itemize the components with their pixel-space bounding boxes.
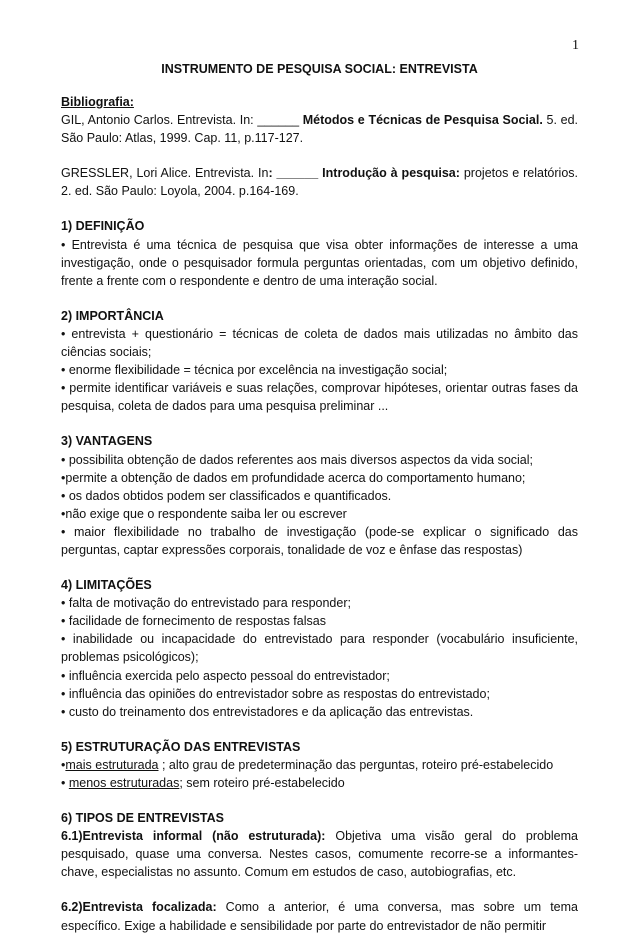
section-advantages-heading: 3) VANTAGENS [61, 434, 153, 449]
section-structuring-heading: 5) ESTRUTURAÇÃO DAS ENTREVISTAS [61, 739, 301, 754]
list-item: • menos estruturadas; sem roteiro pré-estabelecido [61, 776, 345, 790]
list-item: •permite a obtenção de dados em profundidade acerca do comportamento humano; [61, 470, 526, 485]
page-number: 1 [572, 38, 579, 53]
section-limitations-heading: 4) LIMITAÇÕES [61, 578, 152, 593]
list-item: • enorme flexibilidade = técnica por excelência na investigação social; [61, 363, 448, 378]
interview-type-focused: 6.2)Entrevista focalizada: Como a anterior, é uma conversa, mas sobre um tema específico. Exige a habilidade e sensibilidade por parte do entrevistador de não permitir [61, 900, 578, 933]
list-item: • custo do treinamento dos entrevistadores e da aplicação das entrevistas. [61, 704, 474, 719]
list-item: • facilidade de fornecimento de respostas falsas [61, 614, 326, 629]
list-item: • os dados obtidos podem ser classificados e quantificados. [61, 488, 392, 503]
list-item: • entrevista + questionário = técnicas de coleta de dados mais utilizadas no âmbito das ciências sociais; [61, 326, 578, 360]
bibliography-ref-1: GIL, Antonio Carlos. Entrevista. In: ______ Métodos e Técnicas de Pesquisa Social. 5. ed. São Paulo: Atlas, 1999. Cap. 11, p.117-127. [61, 113, 578, 146]
list-item: • falta de motivação do entrevistado para responder; [61, 596, 351, 611]
document-title: INSTRUMENTO DE PESQUISA SOCIAL: ENTREVISTA [161, 62, 478, 76]
list-item: • inabilidade ou incapacidade do entrevistado para responder (vocabulário insuficiente, problemas psicológicos); [61, 632, 578, 665]
list-item: •mais estruturada ; alto grau de predeterminação das perguntas, roteiro pré-estabelecido [61, 757, 554, 772]
document-body [61, 62, 578, 935]
bibliography-heading: Bibliografia: [61, 95, 134, 109]
section-types-heading: 6) TIPOS DE ENTREVISTAS [61, 811, 224, 826]
section-importance-heading: 2) IMPORTÂNCIA [61, 308, 164, 323]
list-item: • influência exercida pelo aspecto pessoal do entrevistador; [61, 668, 390, 683]
section-definition-text: • Entrevista é uma técnica de pesquisa que visa obter informações de interesse a uma investigação, onde o pesquisador formula perguntas orientadas, com um objetivo definido, frente a frente com o respondente e dentro de uma interação social. [61, 237, 578, 288]
list-item: • possibilita obtenção de dados referentes aos mais diversos aspectos da vida social; [61, 452, 534, 467]
list-item: •não exige que o respondente saiba ler ou escrever [61, 506, 347, 521]
list-item: • maior flexibilidade no trabalho de investigação (pode-se explicar o significado das perguntas, captar expressões corporais, tonalidade de voz e ênfase das respostas) [61, 524, 578, 557]
list-item: • influência das opiniões do entrevistador sobre as respostas do entrevistado; [61, 686, 490, 701]
list-item: • permite identificar variáveis e suas relações, comprovar hipóteses, orientar outras fases da pesquisa, coleta de dados para uma pesquisa preliminar ... [61, 381, 578, 414]
bibliography-ref-2: GRESSLER, Lori Alice. Entrevista. In: ______ Introdução à pesquisa: projetos e relatórios. 2. ed. São Paulo: Loyola, 2004. p.164-169. [61, 166, 579, 199]
section-definition-heading: 1) DEFINIÇÃO [61, 219, 145, 234]
interview-type-informal: 6.1)Entrevista informal (não estruturada): Objetiva uma visão geral do problema pesquisado, quase uma conversa. Nestes casos, comumente recorre-se a informantes-chave, especialistas no assunto. Comum em estudos de caso, autobiografias, etc. [61, 829, 578, 880]
